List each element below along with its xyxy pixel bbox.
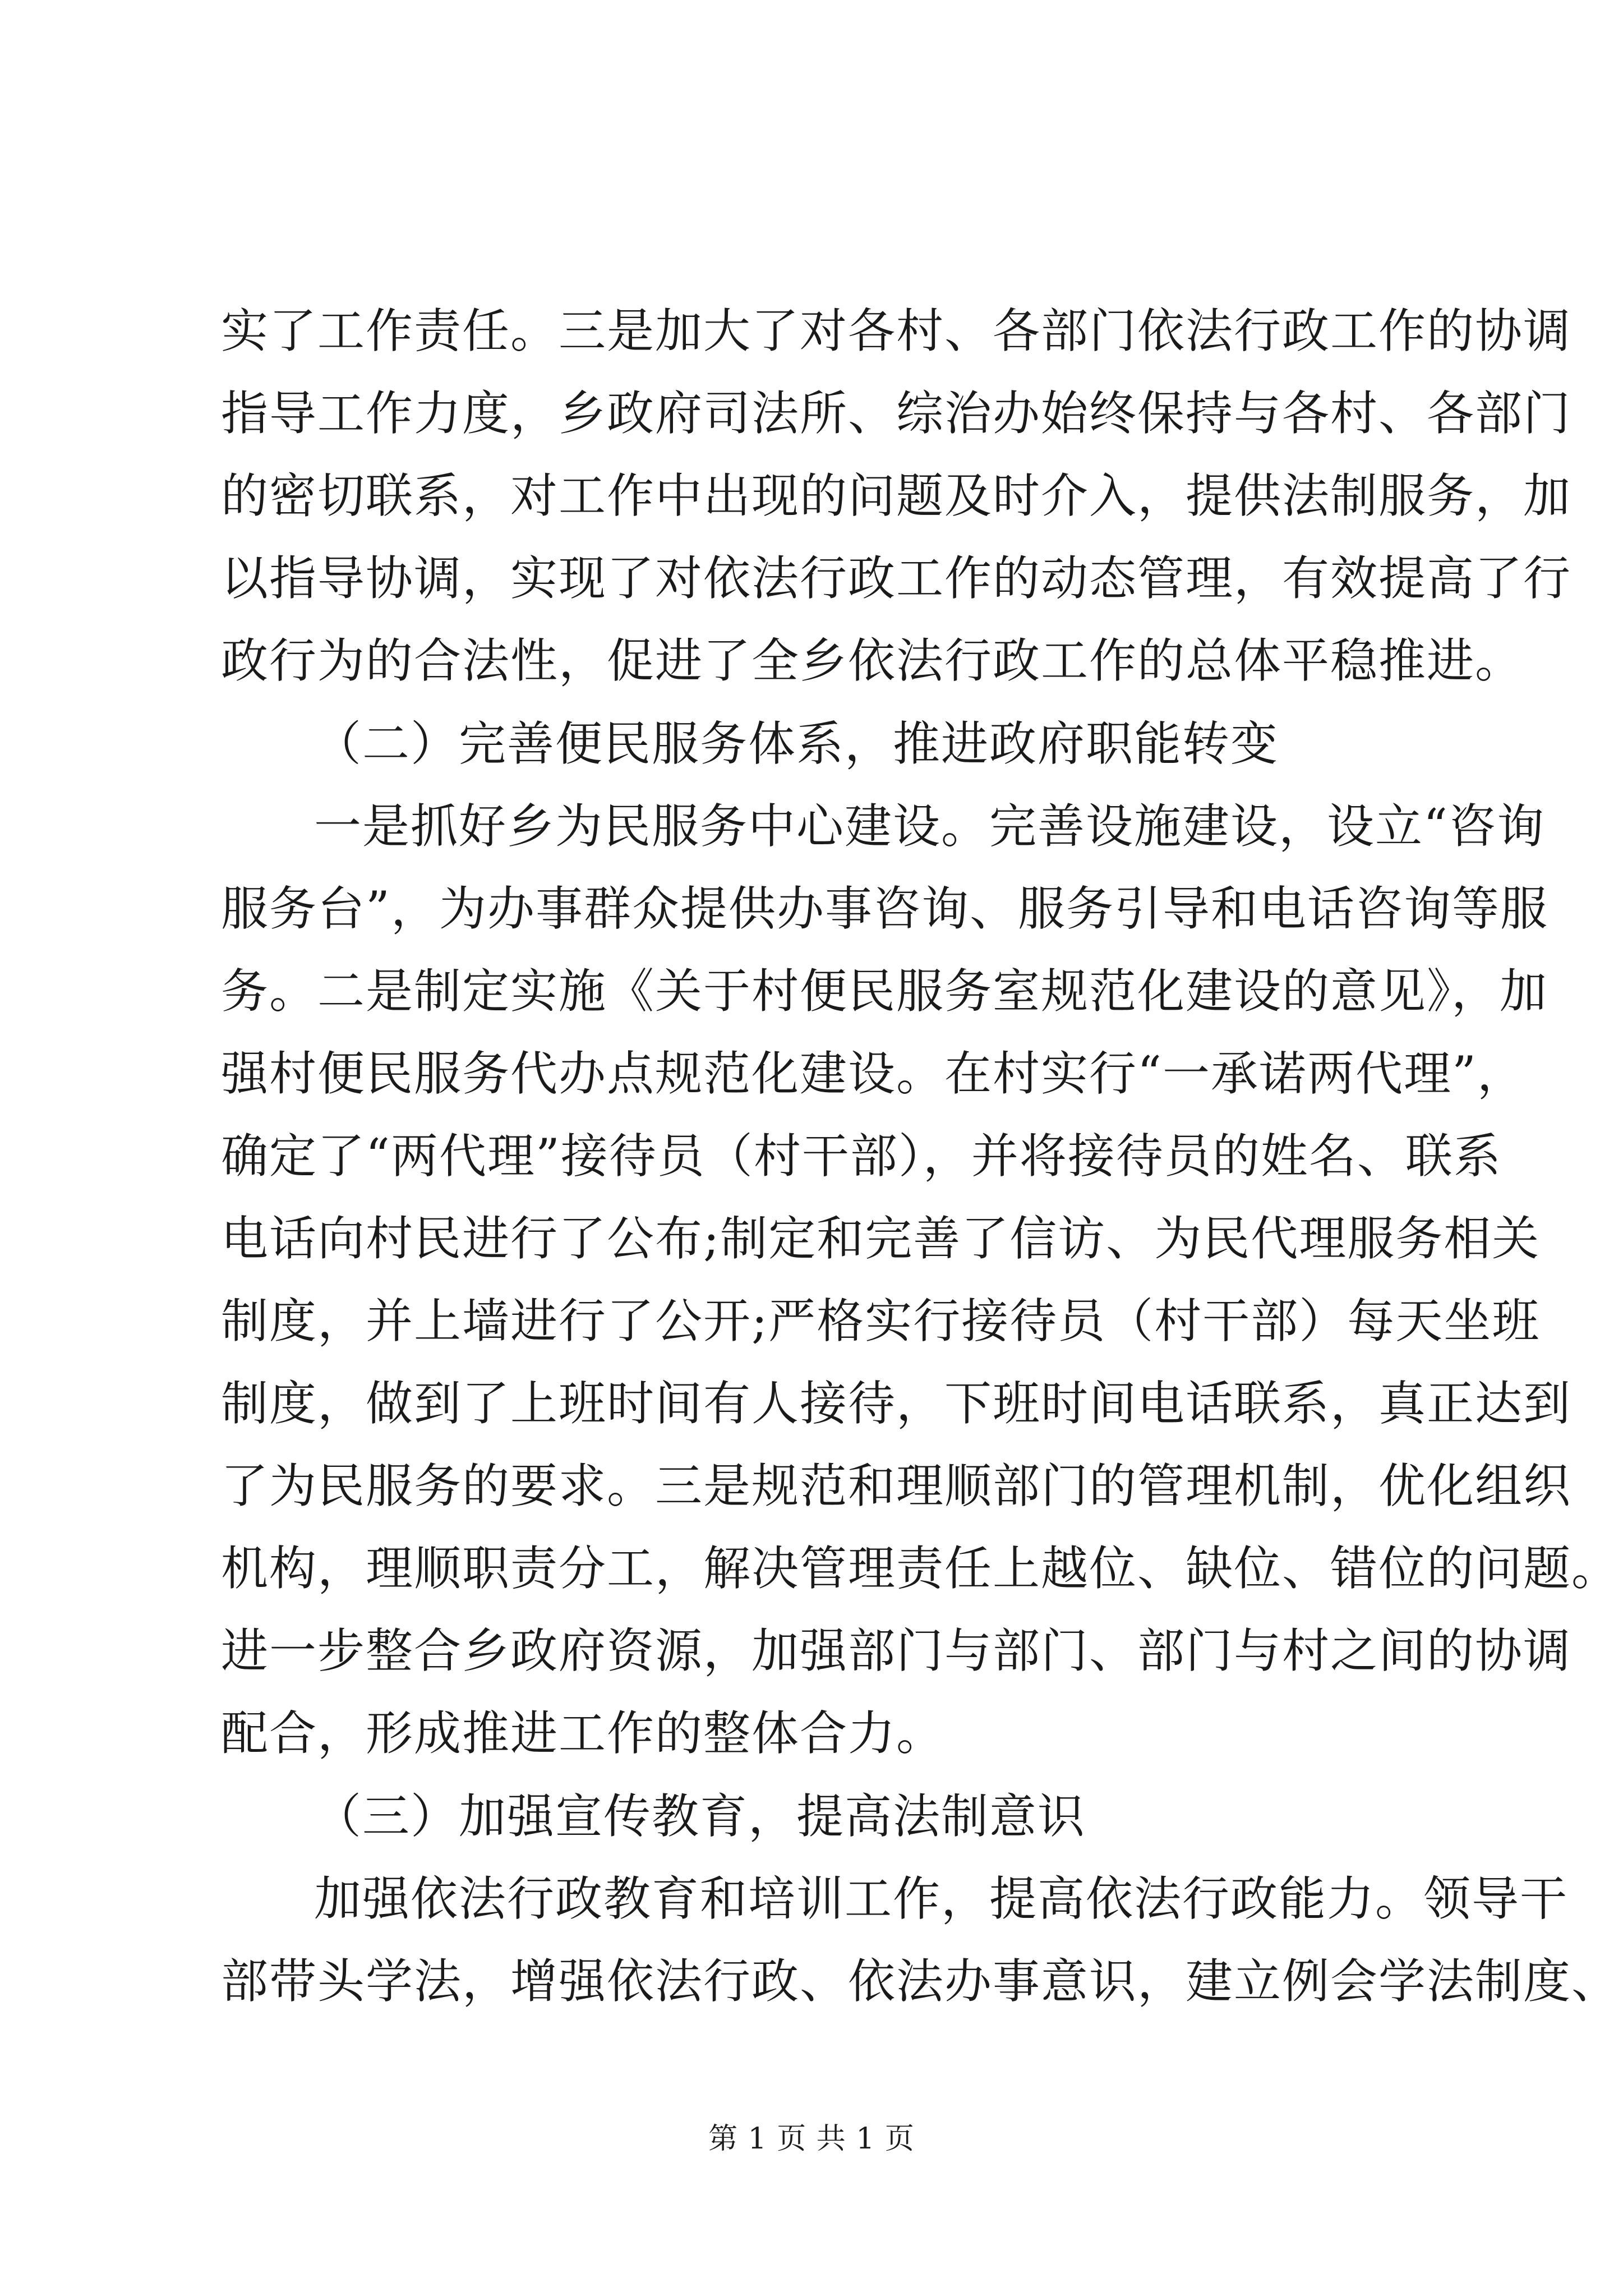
body-text-line: 实了工作责任。三是加大了对各村、各部门依法行政工作的协调 (221, 303, 1572, 358)
paragraph-first-line: 加强依法行政教育和培训工作，提高依法行政能力。领导干 (314, 1871, 1569, 1926)
body-text-line: 政行为的合法性，促进了全乡依法行政工作的总体平稳推进。 (221, 633, 1524, 688)
body-text-line: 了为民服务的要求。三是规范和理顺部门的管理机制，优化组织 (221, 1458, 1572, 1513)
body-text-line: 制度，做到了上班时间有人接待，下班时间电话联系，真正达到 (221, 1376, 1572, 1431)
body-text-line: 指导工作力度，乡政府司法所、综治办始终保持与各村、各部门 (221, 386, 1572, 441)
body-text-line: 制度，并上墙进行了公开;严格实行接待员（村干部）每天坐班 (221, 1294, 1541, 1349)
body-text-line: 配合，形成推进工作的整体合力。 (221, 1706, 945, 1761)
body-text-line: 的密切联系，对工作中出现的问题及时介入，提供法制服务，加 (221, 468, 1572, 523)
section-heading: （三）加强宣传教育，提高法制意识 (314, 1789, 1086, 1844)
body-text-line: 确定了“两代理”接待员（村干部），并将接待员的姓名、联系 (221, 1129, 1502, 1184)
body-text-line: 以指导协调，实现了对依法行政工作的动态管理，有效提高了行 (221, 551, 1572, 606)
section-heading: （二）完善便民服务体系，推进政府职能转变 (314, 716, 1279, 771)
body-text-line: 务。二是制定实施《关于村便民服务室规范化建设的意见》，加 (221, 964, 1548, 1019)
paragraph-first-line: 一是抓好乡为民服务中心建设。完善设施建设，设立“咨询 (314, 799, 1545, 854)
body-text-line: 电话向村民进行了公布;制定和完善了信访、为民代理服务相关 (221, 1211, 1541, 1266)
page-footer: 第 1 页 共 1 页 (708, 2122, 915, 2156)
body-text-line: 强村便民服务代办点规范化建设。在村实行“一承诺两代理”， (221, 1046, 1525, 1101)
body-text-line: 部带头学法，增强依法行政、依法办事意识，建立例会学法制度、 (221, 1954, 1620, 2009)
body-text-line: 服务台”，为办事群众提供办事咨询、服务引导和电话咨询等服 (221, 881, 1548, 936)
body-text-line: 进一步整合乡政府资源，加强部门与部门、部门与村之间的协调 (221, 1623, 1572, 1678)
body-text-line: 机构，理顺职责分工，解决管理责任上越位、缺位、错位的问题。 (221, 1541, 1620, 1596)
